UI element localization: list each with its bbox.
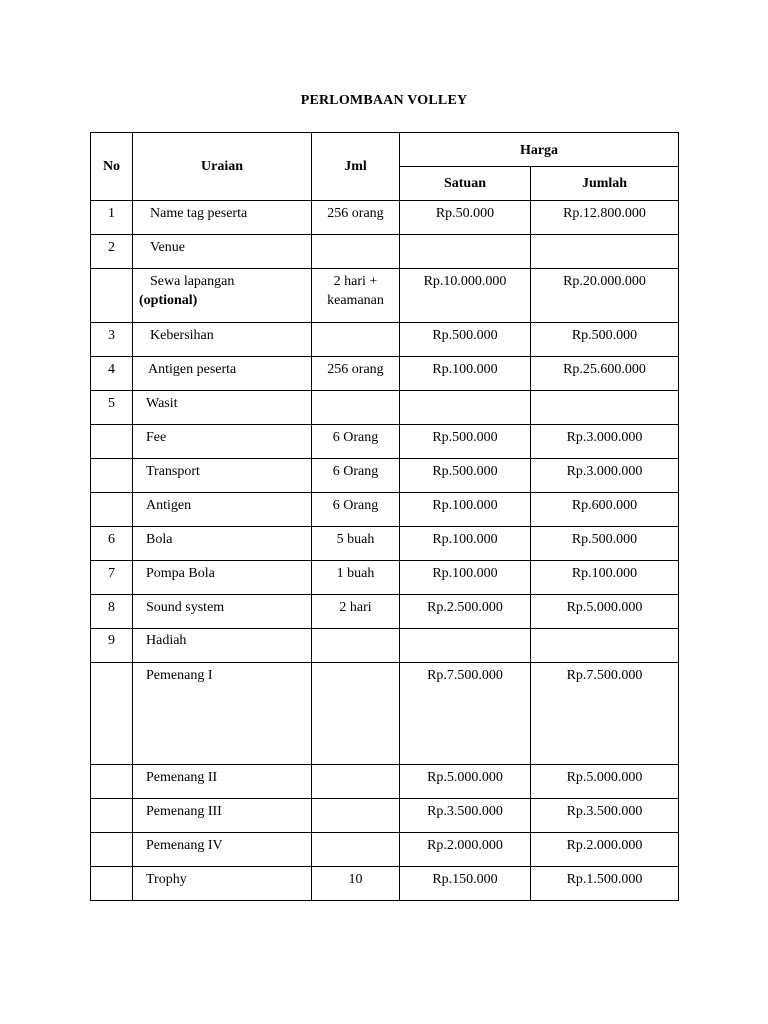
header-jml: Jml [312, 133, 400, 201]
cell-uraian: Hadiah [133, 629, 312, 663]
table-row [91, 323, 679, 357]
cell-jml: 5 buah [312, 527, 400, 561]
cell-uraian: Wasit [133, 391, 312, 425]
cell-uraian: Transport [133, 459, 312, 493]
cell-satuan: Rp.500.000 [400, 323, 531, 357]
cell-jml-line2: keamanan [327, 293, 384, 308]
cell-uraian: Fee [133, 425, 312, 459]
table-row [91, 493, 679, 527]
cell-jml: 10 [312, 867, 400, 901]
cell-satuan: Rp.100.000 [400, 527, 531, 561]
cell-jumlah: Rp.12.800.000 [531, 201, 679, 235]
cell-uraian: Antigen peserta [133, 357, 312, 391]
cell-uraian: Kebersihan [133, 323, 312, 357]
cell-satuan: Rp.7.500.000 [400, 663, 531, 765]
cell-jumlah [531, 629, 679, 663]
cell-uraian: Pemenang I [133, 663, 312, 765]
cell-jml: 6 Orang [312, 459, 400, 493]
cell-satuan: Rp.100.000 [400, 493, 531, 527]
cell-satuan: Rp.2.500.000 [400, 595, 531, 629]
cell-jml [312, 765, 400, 799]
cell-jml-line1: 2 hari + [333, 274, 378, 289]
cell-uraian-line2: (optional) [139, 293, 198, 308]
table-row [91, 595, 679, 629]
cell-jml: 2 hari [312, 595, 400, 629]
cell-jumlah: Rp.5.000.000 [531, 595, 679, 629]
cell-no: 4 [91, 357, 133, 391]
cell-no: 5 [91, 391, 133, 425]
cell-uraian-line1: Sewa lapangan [150, 274, 235, 289]
cell-jml [312, 663, 400, 765]
cell-uraian: Pemenang II [133, 765, 312, 799]
cell-jml [312, 833, 400, 867]
cell-jml [312, 235, 400, 269]
document-title: PERLOMBAAN VOLLEY [300, 93, 468, 108]
cell-satuan: Rp.500.000 [400, 459, 531, 493]
cell-jumlah: Rp.7.500.000 [531, 663, 679, 765]
table-row [91, 459, 679, 493]
cell-uraian: Antigen [133, 493, 312, 527]
cell-no [91, 493, 133, 527]
cell-jml: 256 orang [312, 201, 400, 235]
cell-no [91, 867, 133, 901]
cell-jml [312, 799, 400, 833]
cell-jumlah: Rp.1.500.000 [531, 867, 679, 901]
table-row [91, 833, 679, 867]
cell-satuan [400, 629, 531, 663]
cell-uraian: Name tag peserta [133, 201, 312, 235]
table-row [91, 561, 679, 595]
cell-no: 9 [91, 629, 133, 663]
table-row [91, 357, 679, 391]
header-uraian: Uraian [133, 133, 312, 201]
cell-jumlah: Rp.3.000.000 [531, 425, 679, 459]
cell-no: 2 [91, 235, 133, 269]
cell-satuan: Rp.50.000 [400, 201, 531, 235]
table-row [91, 391, 679, 425]
cell-jml: 256 orang [312, 357, 400, 391]
cell-jumlah: Rp.5.000.000 [531, 765, 679, 799]
cell-uraian: Pemenang III [133, 799, 312, 833]
cell-satuan: Rp.3.500.000 [400, 799, 531, 833]
cell-jml: 1 buah [312, 561, 400, 595]
cell-no: 8 [91, 595, 133, 629]
cell-satuan: Rp.100.000 [400, 357, 531, 391]
cell-jumlah: Rp.500.000 [531, 323, 679, 357]
header-jumlah: Jumlah [531, 167, 679, 201]
cell-satuan: Rp.500.000 [400, 425, 531, 459]
table-row [91, 269, 679, 323]
cell-satuan [400, 391, 531, 425]
cell-no [91, 765, 133, 799]
cell-jumlah: Rp.500.000 [531, 527, 679, 561]
cell-no [91, 799, 133, 833]
cell-uraian: Sound system [133, 595, 312, 629]
cell-jml: 6 Orang [312, 493, 400, 527]
cell-no: 1 [91, 201, 133, 235]
cell-jumlah [531, 391, 679, 425]
table-row [91, 799, 679, 833]
cell-no [91, 663, 133, 765]
cell-jumlah: Rp.25.600.000 [531, 357, 679, 391]
cell-jumlah: Rp.3.000.000 [531, 459, 679, 493]
cell-satuan: Rp.2.000.000 [400, 833, 531, 867]
cell-jml [312, 391, 400, 425]
table-row [91, 425, 679, 459]
table-row [91, 629, 679, 663]
cell-jumlah: Rp.20.000.000 [531, 269, 679, 323]
cell-jumlah: Rp.100.000 [531, 561, 679, 595]
cell-uraian: Bola [133, 527, 312, 561]
budget-table [90, 132, 679, 901]
cell-satuan: Rp.5.000.000 [400, 765, 531, 799]
cell-no: 3 [91, 323, 133, 357]
cell-uraian: Venue [133, 235, 312, 269]
header-no: No [91, 133, 133, 201]
cell-uraian: Pompa Bola [133, 561, 312, 595]
cell-no: 7 [91, 561, 133, 595]
cell-no [91, 425, 133, 459]
cell-no [91, 459, 133, 493]
cell-satuan: Rp.10.000.000 [400, 269, 531, 323]
cell-satuan [400, 235, 531, 269]
cell-jml [312, 629, 400, 663]
cell-no [91, 269, 133, 323]
cell-satuan: Rp.100.000 [400, 561, 531, 595]
cell-jml [312, 269, 400, 323]
cell-jumlah [531, 235, 679, 269]
cell-jumlah: Rp.2.000.000 [531, 833, 679, 867]
header-harga: Harga [400, 133, 679, 167]
cell-uraian: Pemenang IV [133, 833, 312, 867]
table-row [91, 765, 679, 799]
cell-jumlah: Rp.3.500.000 [531, 799, 679, 833]
cell-satuan: Rp.150.000 [400, 867, 531, 901]
cell-jumlah: Rp.600.000 [531, 493, 679, 527]
cell-no: 6 [91, 527, 133, 561]
cell-jml: 6 Orang [312, 425, 400, 459]
table-row [91, 201, 679, 235]
header-satuan: Satuan [400, 167, 531, 201]
cell-no [91, 833, 133, 867]
cell-uraian: Trophy [133, 867, 312, 901]
table-row [91, 867, 679, 901]
table-row [91, 235, 679, 269]
cell-jml [312, 323, 400, 357]
table-row [91, 527, 679, 561]
cell-uraian [133, 269, 312, 323]
table-row [91, 663, 679, 765]
